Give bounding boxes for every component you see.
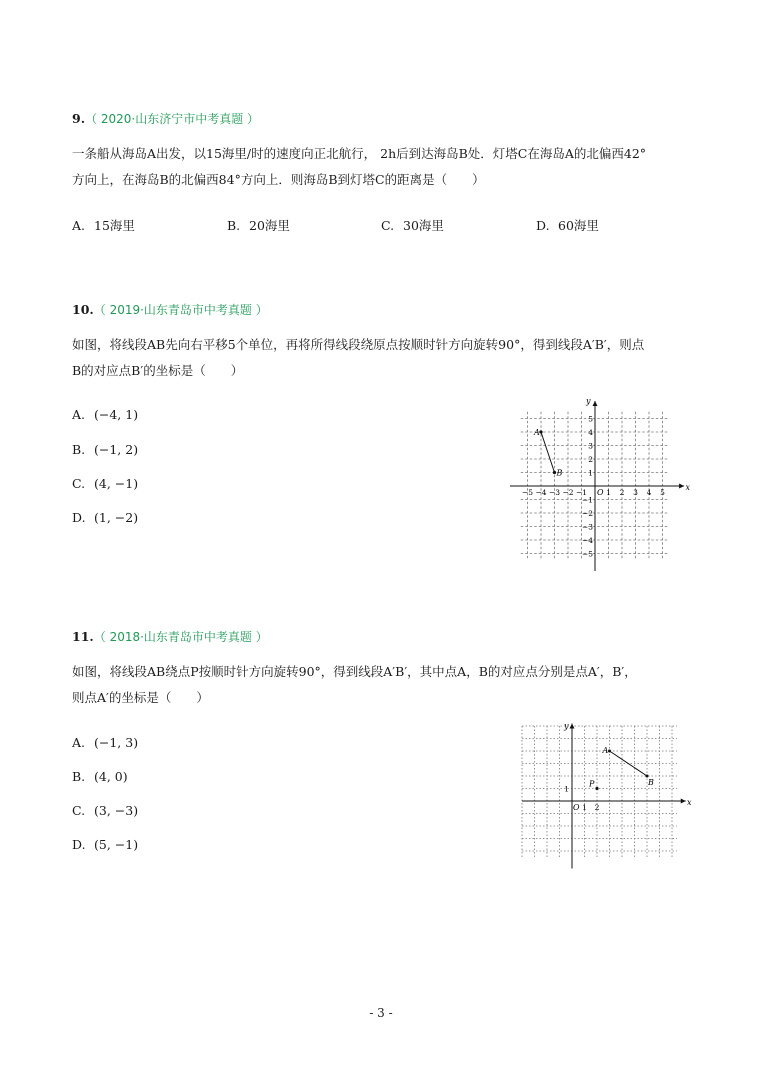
question-stem [72, 659, 692, 711]
stem-line: B的对应点B′的坐标是（ ） [72, 363, 244, 378]
option-c[interactable]: C. (3, −3) [72, 803, 139, 818]
x-tick-label: −3 [548, 488, 561, 497]
option-text: 15海里 [94, 218, 135, 233]
x-tick-label: −4 [535, 488, 547, 497]
option-text: (3, −3) [94, 803, 139, 818]
y-axis-label: y [564, 721, 569, 731]
y-axis-arrow [570, 724, 575, 729]
question-source: （ 2018·山东青岛市中考真题 ） [93, 630, 268, 644]
x-tick-label: 2 [619, 488, 625, 497]
question-header [72, 301, 692, 318]
stem-line: 则点A′的坐标是（ ） [72, 690, 209, 705]
question-stem [72, 141, 692, 193]
option-text: (5, −1) [94, 837, 139, 852]
y-tick-label: −1 [581, 495, 593, 505]
option-a[interactable]: A. (−4, 1) [72, 407, 139, 422]
point-a [539, 430, 542, 433]
point-p [595, 787, 598, 790]
stem-line: 一条船从海岛A出发，以15海里/时的速度向正北航行， 2h后到达海岛B处．灯塔C在海岛A的北偏西42° [72, 146, 647, 161]
y-tick-label: 2 [588, 455, 593, 464]
option-text: (−1, 2) [94, 442, 139, 457]
option-a[interactable]: A. 15海里 [72, 218, 135, 233]
y-tick-label: 4 [588, 428, 593, 437]
option-d[interactable]: D. (5, −1) [72, 837, 139, 852]
question-11 [72, 628, 692, 711]
question-number: 11. [72, 629, 94, 644]
x-tick-label: 4 [646, 488, 652, 497]
stem-line: 如图，将线段AB先向右平移5个单位，再将所得线段绕原点按顺时针方向旋转90°，得到线段A′B′，则点 [72, 337, 645, 352]
y-tick-label: −2 [581, 509, 593, 518]
stem-line: 方向上，在海岛B的北偏西84°方向上．则海岛B到灯塔C的距离是（ ） [72, 172, 485, 187]
option-text: (4, −1) [94, 476, 139, 491]
point-a-label: A [602, 746, 609, 755]
option-a[interactable]: A. (−1, 3) [72, 735, 139, 750]
question-number: 9. [72, 111, 86, 126]
question-10 [72, 301, 692, 384]
option-text: 20海里 [249, 218, 290, 233]
question-source: （ 2020·山东济宁市中考真题 ） [85, 112, 260, 126]
option-text: (1, −2) [94, 510, 139, 525]
point-b-label: B [556, 468, 563, 478]
option-b[interactable]: B. (−1, 2) [72, 442, 139, 457]
x-axis-arrow [681, 799, 686, 804]
page-number: - 3 - [369, 1006, 393, 1020]
stem-line: 如图，将线段AB绕点P按顺时针方向旋转90°，得到线段A′B′，其中点A，B的对应点分别是点A′，B′， [72, 664, 637, 679]
option-c[interactable]: C. 30海里 [381, 218, 444, 233]
y-tick-label: −5 [581, 549, 593, 559]
question-source: （ 2019·山东青岛市中考真题 ） [93, 303, 268, 317]
x-axis-arrow [679, 484, 684, 489]
option-text: 60海里 [558, 218, 599, 233]
y-tick-label: 5 [588, 414, 593, 424]
option-text: (4, 0) [94, 769, 128, 784]
coordinate-grid-figure-10 [510, 396, 690, 570]
origin-label: O [573, 803, 580, 812]
y-tick-label: −4 [581, 536, 593, 545]
y-axis-arrow [593, 401, 598, 406]
point-a [608, 750, 611, 753]
option-text: 30海里 [403, 218, 444, 233]
question-header [72, 628, 692, 645]
origin-label: O [597, 488, 604, 497]
x-tick-label: 1 [606, 488, 611, 497]
y-tick-label: 3 [588, 441, 593, 451]
point-a-label: A [534, 428, 540, 437]
option-b[interactable]: B. (4, 0) [72, 769, 128, 784]
y-tick-label: 1 [588, 468, 593, 478]
option-b[interactable]: B. 20海里 [227, 218, 290, 233]
coordinate-grid-figure-11 [514, 722, 692, 868]
point-p-label: P [589, 779, 595, 789]
y-axis-label: y [586, 396, 591, 406]
x-tick-label: 5 [660, 488, 665, 497]
x-tick-label: −2 [562, 488, 574, 497]
y-tick-label: 1 [564, 784, 569, 794]
x-tick-label: 2 [594, 803, 600, 812]
question-header [72, 110, 692, 127]
question-stem [72, 332, 692, 384]
question-9 [72, 110, 692, 193]
option-text: (−1, 3) [94, 735, 139, 750]
x-tick-label: −5 [521, 488, 534, 497]
x-tick-label: 3 [633, 488, 638, 497]
x-tick-label: 1 [582, 803, 587, 812]
x-axis-label: x [687, 798, 692, 807]
option-c[interactable]: C. (4, −1) [72, 476, 139, 491]
x-axis-label: x [685, 483, 690, 492]
option-d[interactable]: D. (1, −2) [72, 510, 139, 525]
x-tick-label: −1 [575, 488, 588, 497]
point-b-label: B [648, 778, 654, 787]
y-tick-label: −3 [581, 522, 593, 532]
option-d[interactable]: D. 60海里 [536, 218, 599, 233]
question-number: 10. [72, 302, 94, 317]
option-text: (−4, 1) [94, 407, 139, 422]
segment-ab [541, 432, 555, 473]
